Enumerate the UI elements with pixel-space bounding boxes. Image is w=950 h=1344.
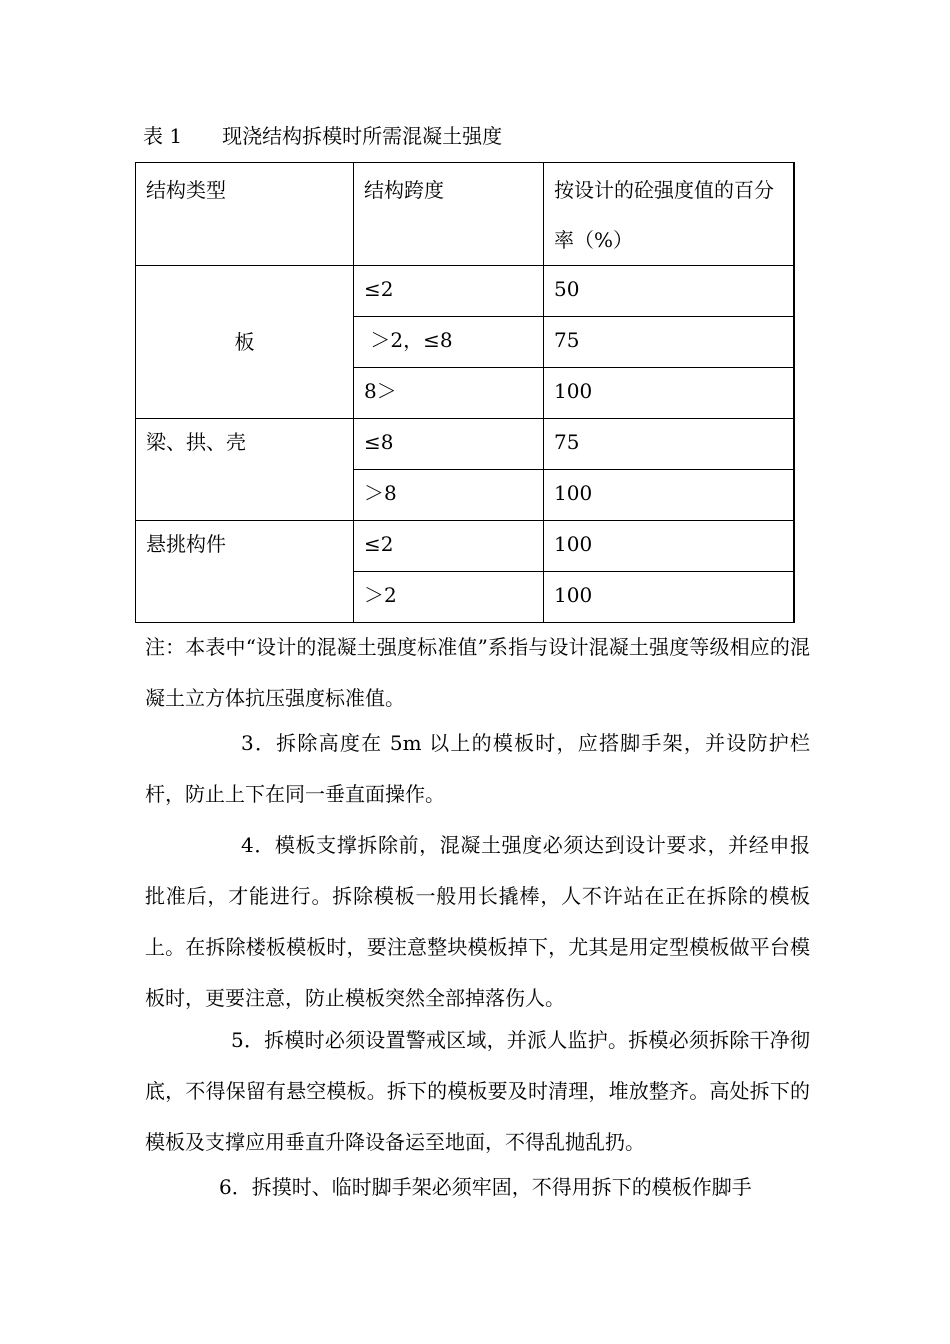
percent-cell: 50 <box>544 266 794 317</box>
table-caption: 表 1 现浇结构拆模时所需混凝土强度 <box>143 124 503 148</box>
type-cell-beam-arch-shell: 梁、拱、壳 <box>136 419 354 521</box>
paragraph-4: 4．模板支撑拆除前，混凝土强度必须达到设计要求，并经申报批准后，才能进行。拆除模板一般用长撬棒，人不许站在正在拆除的模板上。在拆除楼板模板时，要注意整块模板掉下，尤其是用定型模板做平台模板时，更要注意，防止模板突然全部掉落伤人。 <box>145 833 810 1010</box>
table-row <box>136 521 794 572</box>
paragraph-6: 6．拆摸时、临时脚手架必须牢固，不得用拆下的模板作脚手 <box>219 1175 752 1199</box>
table-row <box>136 419 794 470</box>
header-strength-percent: 按设计的砼强度值的百分率（%） <box>544 163 794 266</box>
formwork-strength-table <box>135 162 795 623</box>
span-cell: ≤2 <box>354 521 544 572</box>
type-cell-cantilever: 悬挑构件 <box>136 521 354 623</box>
span-cell: ＞2，≤8 <box>354 317 544 368</box>
span-cell: ＞2 <box>354 572 544 623</box>
percent-cell: 75 <box>544 317 794 368</box>
percent-cell: 100 <box>544 470 794 521</box>
span-cell: 8＞ <box>354 368 544 419</box>
table-header-row <box>136 163 794 266</box>
span-cell: ≤8 <box>354 419 544 470</box>
span-cell: ＞8 <box>354 470 544 521</box>
percent-cell: 100 <box>544 572 794 623</box>
percent-cell: 100 <box>544 521 794 572</box>
header-structure-span: 结构跨度 <box>354 163 544 266</box>
table-row <box>136 266 794 317</box>
percent-cell: 75 <box>544 419 794 470</box>
span-cell: ≤2 <box>354 266 544 317</box>
table-note: 注：本表中“设计的混凝土强度标准值”系指与设计混凝土强度等级相应的混凝土立方体抗压强度标准值。 <box>145 635 810 710</box>
type-cell-slab: 板 <box>136 266 354 419</box>
paragraph-3: 3．拆除高度在 5m 以上的模板时，应搭脚手架，并设防护栏杆，防止上下在同一垂直面操作。 <box>145 731 810 806</box>
header-structure-type: 结构类型 <box>136 163 354 266</box>
paragraph-5: 5．拆模时必须设置警戒区域，并派人监护。拆模必须拆除干净彻底，不得保留有悬空模板。拆下的模板要及时清理，堆放整齐。高处拆下的模板及支撑应用垂直升降设备运至地面，不得乱抛乱扔。 <box>145 1028 810 1154</box>
percent-cell: 100 <box>544 368 794 419</box>
